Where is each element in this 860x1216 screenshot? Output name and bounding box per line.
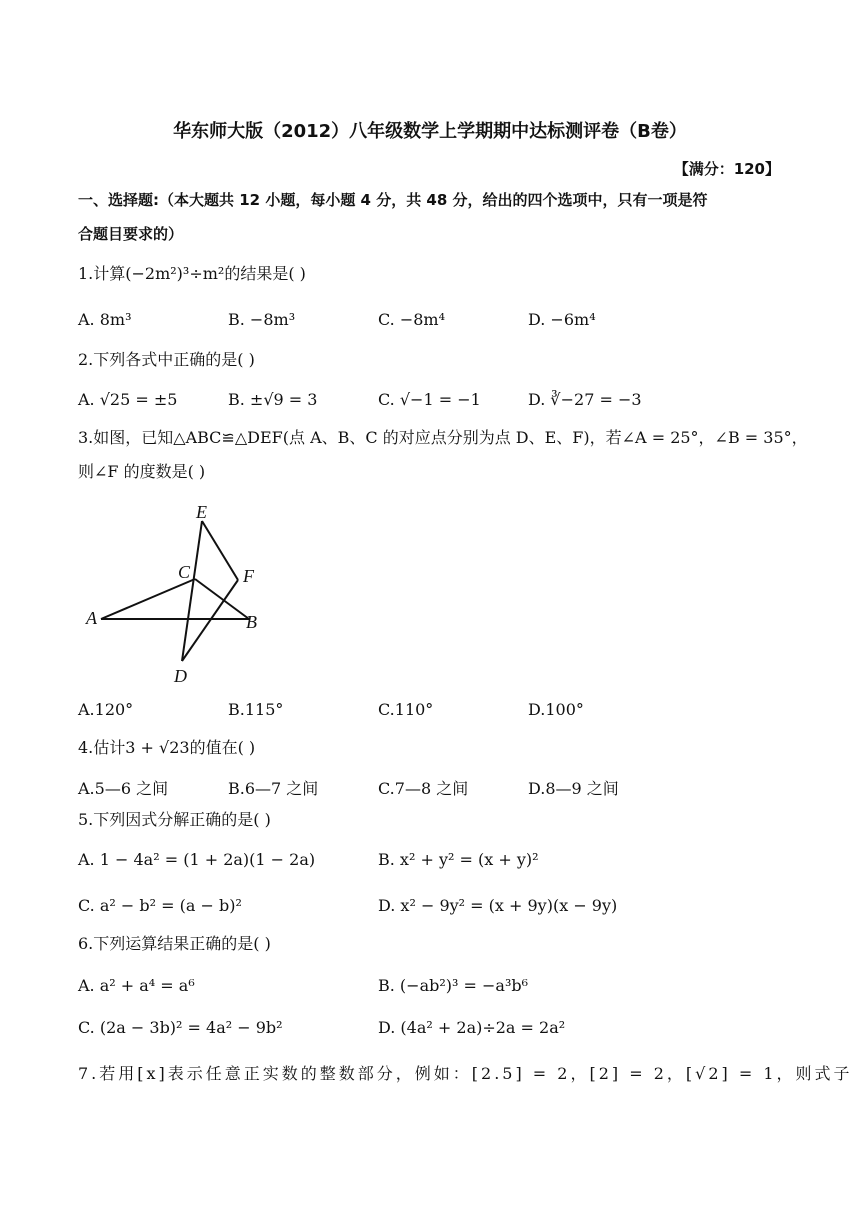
q6-option-c: C. (2a − 3b)² = 4a² − 9b² xyxy=(78,1018,283,1037)
section-heading-line2: 合题目要求的） xyxy=(78,225,184,243)
full-score: 【满分：120】 xyxy=(673,160,780,178)
q3-stem-line1: 3.如图，已知△ABC≌△DEF(点 A、B、C 的对应点分别为点 D、E、F)，若∠A = 25°，∠B = 35°， xyxy=(78,428,808,447)
q5-option-c: C. a² − b² = (a − b)² xyxy=(78,896,242,915)
q5-option-d: D. x² − 9y² = (x + 9y)(x − 9y) xyxy=(378,896,618,915)
q1-option-b: B. −8m³ xyxy=(228,310,296,329)
q4-option-b: B.6—7 之间 xyxy=(228,779,319,798)
page-title: 华东师大版（2012）八年级数学上学期期中达标测评卷（B卷） xyxy=(173,121,687,142)
q3-option-a: A.120° xyxy=(78,700,134,719)
q2-option-b: B. ±√9 = 3 xyxy=(228,390,318,409)
q1-stem: 1.计算(−2m²)³÷m²的结果是( ) xyxy=(78,264,306,283)
q3-option-c: C.110° xyxy=(378,700,434,719)
q7-stem: 7.若用[x]表示任意正实数的整数部分，例如：[2.5] = 2，[2] = 2，[√2] = 1，则式子 xyxy=(78,1064,853,1083)
triangle-figure xyxy=(80,498,280,688)
segment-ed xyxy=(182,521,202,661)
segment-fd xyxy=(182,580,238,661)
section-heading-line1: 一、选择题:（本大题共 12 小题，每小题 4 分，共 48 分，给出的四个选项中，只有一项是符 xyxy=(78,191,708,209)
q2-option-a: A. √25 = ±5 xyxy=(78,390,178,409)
q2-option-d: D. ∛−27 = −3 xyxy=(528,390,642,409)
q1-option-a: A. 8m³ xyxy=(78,310,132,329)
q4-option-d: D.8—9 之间 xyxy=(528,779,619,798)
label-e: E xyxy=(196,502,207,522)
segment-ac xyxy=(101,579,195,619)
segment-cb xyxy=(195,579,249,619)
segment-ef xyxy=(202,521,238,580)
q5-option-b: B. x² + y² = (x + y)² xyxy=(378,850,539,869)
label-c: C xyxy=(178,562,191,582)
q5-stem: 5.下列因式分解正确的是( ) xyxy=(78,810,271,829)
q6-stem: 6.下列运算结果正确的是( ) xyxy=(78,934,271,953)
label-f: F xyxy=(243,566,254,586)
label-b: B xyxy=(246,612,257,632)
label-d: D xyxy=(174,666,187,686)
q1-option-d: D. −6m⁴ xyxy=(528,310,596,329)
q3-option-b: B.115° xyxy=(228,700,284,719)
q3-option-d: D.100° xyxy=(528,700,584,719)
q2-stem: 2.下列各式中正确的是( ) xyxy=(78,350,255,369)
q4-option-a: A.5—6 之间 xyxy=(78,779,169,798)
q6-option-b: B. (−ab²)³ = −a³b⁶ xyxy=(378,976,529,995)
q5-option-a: A. 1 − 4a² = (1 + 2a)(1 − 2a) xyxy=(78,850,316,869)
q4-stem: 4.估计3 + √23的值在( ) xyxy=(78,738,256,757)
q1-option-c: C. −8m⁴ xyxy=(378,310,446,329)
q6-option-d: D. (4a² + 2a)÷2a = 2a² xyxy=(378,1018,566,1037)
q6-option-a: A. a² + a⁴ = a⁶ xyxy=(78,976,195,995)
label-a: A xyxy=(86,608,97,628)
q4-option-c: C.7—8 之间 xyxy=(378,779,469,798)
q3-stem-line2: 则∠F 的度数是( ) xyxy=(78,462,206,481)
q2-option-c: C. √−1 = −1 xyxy=(378,390,481,409)
